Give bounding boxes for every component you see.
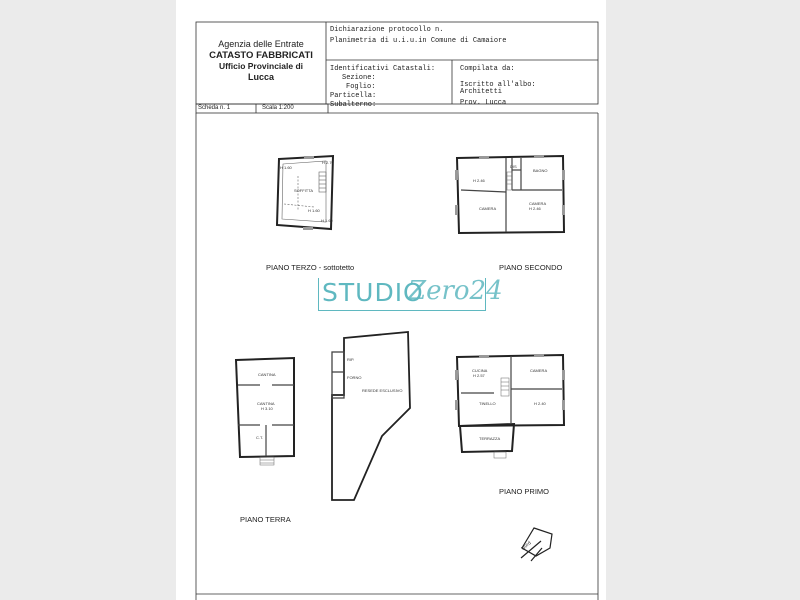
height-label: H 1.60 (280, 165, 292, 170)
room-bagno: BAGNO (533, 168, 548, 173)
register-value: Architetti (460, 88, 503, 96)
room-cucina: CUCINA (472, 368, 488, 373)
height-label: H 1.60 (321, 218, 333, 223)
room-camera: CAMERA (529, 201, 547, 206)
floor-caption: PIANO PRIMO (499, 487, 550, 496)
registered-label: Iscritto all'albo: (460, 81, 536, 89)
room-camera: CAMERA (530, 368, 548, 373)
room-ct: C.T. (256, 435, 264, 440)
floor-caption: PIANO TERZO - sottotetto (266, 263, 355, 272)
foglio-label: Foglio: (346, 83, 376, 91)
particella-label: Particella: (330, 92, 377, 100)
cadastral-identifiers: Identificativi Catastali: (330, 65, 436, 73)
height-label: H 2.57 (473, 373, 485, 378)
logo-studio-text: STUDIO (322, 278, 424, 307)
height-label: H 2.70 (322, 160, 334, 165)
catasto-title: CATASTO FABBRICATI (209, 50, 313, 61)
floor-caption: PIANO TERRA (240, 515, 291, 524)
office-title: Ufficio Provinciale di (218, 61, 304, 71)
height-label: H 3.10 (261, 406, 273, 411)
room-rip: RIP. (347, 357, 355, 362)
room-tinello: TINELLO (479, 401, 496, 406)
room-cantina: CANTINA (257, 401, 275, 406)
subalterno-label: Subalterno: (330, 101, 377, 109)
province-label: Prov. Lucca (460, 99, 507, 107)
floor-caption: PIANO SECONDO (499, 263, 563, 272)
room-camera: CAMERA (479, 206, 497, 211)
planimetria-line: Planimetria di u.i.u.in Comune di Camaiore (330, 37, 507, 45)
room-dis: DIS (510, 164, 517, 169)
room-soffitta: SOFFITTA (294, 188, 314, 193)
room-terrazza: TERRAZZA (479, 436, 501, 441)
protocol-declaration: Dichiarazione protocollo n. (330, 26, 444, 34)
agency-title: Agenzia delle Entrate (218, 39, 304, 49)
logo-zero-text: Zero24 (408, 276, 503, 306)
height-label: H 2.40 (534, 401, 546, 406)
city-title: Lucca (247, 72, 274, 82)
north-label: Nord (520, 540, 533, 552)
height-label: H 2.46 (473, 178, 485, 183)
room-forno: FORNO (347, 375, 362, 380)
studio-zero24-logo (318, 274, 503, 314)
compiled-by-label: Compilata da: (460, 65, 515, 73)
height-label: H 1.60 (308, 208, 320, 213)
room-cantina: CANTINA (258, 372, 276, 377)
sezione-label: Sezione: (342, 74, 376, 82)
room-resede: RESEDE ESCLUSIVO (362, 388, 403, 393)
height-label: H 2.46 (529, 206, 541, 211)
scale-label: Scala 1:200 (262, 105, 294, 111)
sheet-number: Scheda n. 1 (198, 105, 231, 111)
floor-plan-sheet (176, 0, 606, 600)
